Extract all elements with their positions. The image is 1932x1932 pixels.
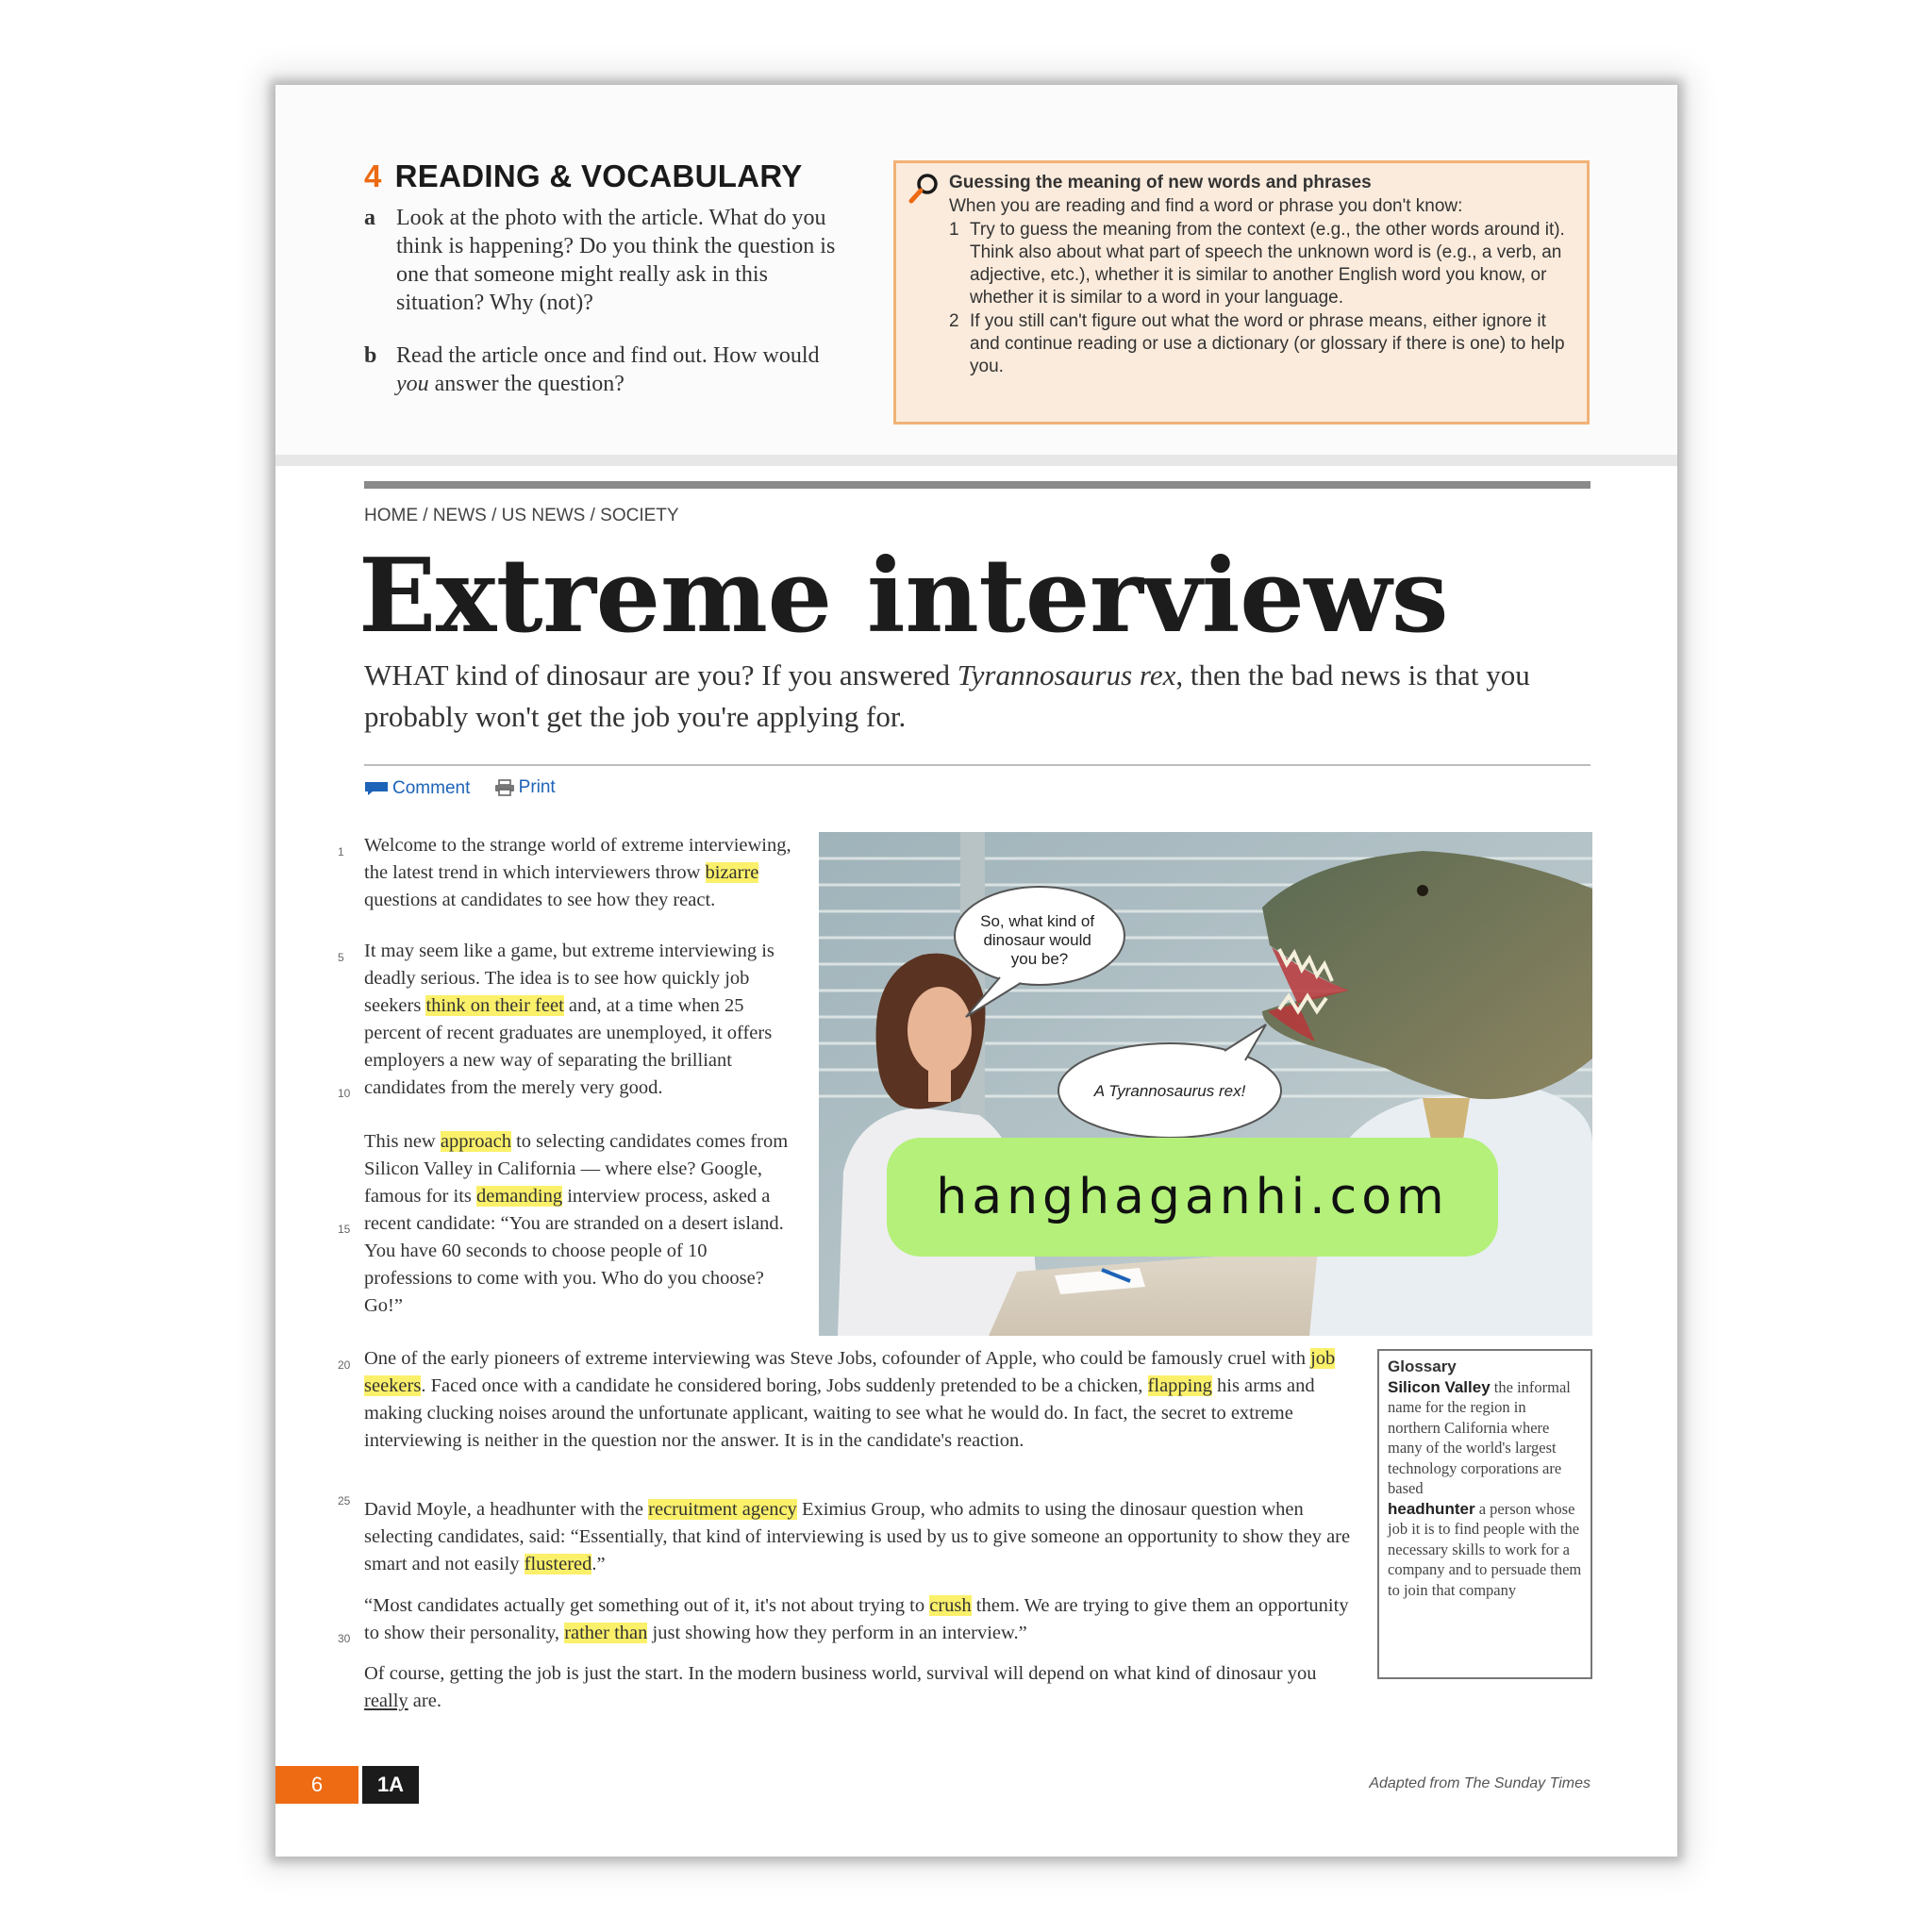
- article-divider: [364, 764, 1591, 766]
- tip-item-text: If you still can't figure out what the word or phrase means, either ignore it and continue reading or use a dictionary (or glossary if there is one) to help you.: [970, 311, 1565, 376]
- line-number: 15: [338, 1223, 351, 1236]
- comment-link[interactable]: [364, 778, 470, 799]
- line-number: 30: [338, 1632, 351, 1645]
- article-paragraph: This new approach to selecting candidates comes from Silicon Valley in California — where else? Google, famous for its demanding interview process, asked a recent candidate: “You are stranded on a desert island. You have 60 seconds to choose people of 10 professions to come with you. Who do you choose? Go!”: [364, 1131, 789, 1316]
- section-heading: READING & VOCABULARY: [394, 158, 803, 193]
- textbook-page: [275, 85, 1677, 1857]
- tip-item: [949, 310, 1577, 378]
- line-number: 20: [338, 1358, 351, 1372]
- line-number: 5: [338, 951, 344, 964]
- vocabulary-highlight[interactable]: bizarre: [705, 862, 759, 883]
- article-paragraph: One of the early pioneers of extreme interviewing was Steve Jobs, cofounder of Apple, who could be famously cruel with job seekers. Faced once with a candidate he considered boring, Jobs suddenly pretended to be a chicken, flapping his arms and making clucking noises around the unfortunate applicant, waiting to see what he would do. In fact, the secret to extreme interviewing is neither in the question nor the answer. It is in the candidate's reaction.: [364, 1348, 1336, 1451]
- standfirst-part: WHAT kind of dinosaur are you? If you answered: [364, 658, 958, 691]
- article-photo: [819, 832, 1592, 1336]
- question-text-part: Read the article once and find out. How would: [396, 343, 820, 368]
- print-icon: [494, 779, 515, 796]
- source-credit: Adapted from The Sunday Times: [1369, 1775, 1591, 1791]
- bubble-2-text: A Tyrannosaurus rex!: [1093, 1082, 1246, 1100]
- question-letter: a: [364, 206, 375, 230]
- glossary-definition: the informal name for the region in northern California where many of the world's largest technology corporations are based: [1388, 1377, 1571, 1497]
- tip-item-number: 2: [949, 311, 959, 331]
- glossary-entry: [1388, 1499, 1582, 1601]
- unit-label: 1A: [362, 1766, 419, 1804]
- section-title: [364, 158, 892, 194]
- glossary-definition: a person whose job it is to find people with the necessary skills to work for a company and to persuade them to join that company: [1388, 1499, 1582, 1599]
- standfirst-emphasis: Tyrannosaurus rex: [957, 658, 1176, 691]
- vocabulary-highlight[interactable]: think on their feet: [425, 995, 564, 1016]
- tip-item-text: Try to guess the meaning from the context (e.g., the other words around it). Think also about what part of speech the unknown word is (e.g., a verb, an adjective, etc.), whether it is similar to another English word you know, or whether it is similar to a word in your language.: [970, 220, 1565, 308]
- article-paragraph: David Moyle, a headhunter with the recruitment agency Eximius Group, who admits to using the dinosaur question when selecting candidates, said: “Essentially, that kind of interviewing is used by us to give someone an opportunity to show they are smart and not easily flustered.”: [364, 1499, 1351, 1574]
- tip-intro: When you are reading and find a word or phrase you don't know:: [949, 196, 1463, 216]
- underlined-word: really: [364, 1690, 408, 1711]
- line-number: 10: [338, 1087, 351, 1100]
- vocabulary-highlight[interactable]: approach: [440, 1131, 511, 1152]
- line-number: 25: [338, 1494, 351, 1507]
- glossary-entry: [1388, 1377, 1582, 1499]
- question-text-part: answer the question?: [428, 372, 625, 396]
- question-b: [364, 341, 855, 398]
- print-label: Print: [518, 777, 556, 797]
- interview-illustration: [819, 832, 1592, 1336]
- vocabulary-highlight[interactable]: recruitment agency: [648, 1499, 797, 1520]
- article-tools: [364, 777, 575, 802]
- article-top-rule: [364, 481, 1591, 489]
- article-paragraph: Of course, getting the job is just the start. In the modern business world, survival will depend on what kind of dinosaur you really are.: [364, 1663, 1317, 1711]
- vocabulary-highlight[interactable]: crush: [929, 1595, 972, 1616]
- standfirst-part: , then the bad news is that you probably won't get the job you're applying for.: [364, 658, 1530, 733]
- article-standfirst: [364, 655, 1591, 738]
- breadcrumb[interactable]: HOME / NEWS / US NEWS / SOCIETY: [364, 506, 679, 525]
- article-paragraph: It may seem like a game, but extreme interviewing is deadly serious. The idea is to see how quickly job seekers think on their feet and, at a time when 25 percent of recent graduates are unemployed, it offers employers a new way of separating the brilliant candidates from the merely very good.: [364, 941, 774, 1098]
- page-number: 6: [275, 1766, 358, 1804]
- question-text: Look at the photo with the article. What do you think is happening? Do you think the question is one that someone might really ask in this situation? Why (not)?: [396, 206, 836, 315]
- glossary-title: Glossary: [1388, 1357, 1457, 1375]
- magnifier-icon: [908, 171, 941, 205]
- print-link[interactable]: [494, 777, 556, 798]
- vocabulary-highlight[interactable]: demanding: [476, 1186, 563, 1207]
- section-number: 4: [364, 158, 382, 193]
- tip-item: [949, 219, 1577, 309]
- tip-item-number: 1: [949, 220, 959, 240]
- bubble-1-line: So, what kind of dinosaur would you be?: [980, 912, 1095, 968]
- vocabulary-highlight[interactable]: job seekers: [364, 1348, 1336, 1396]
- glossary-term: headhunter: [1388, 1499, 1475, 1518]
- article-paragraph: Welcome to the strange world of extreme interviewing, the latest trend in which interviewers throw bizarre questions at candidates to see how they react.: [364, 835, 791, 910]
- reading-tip-box: [893, 160, 1590, 425]
- comment-label: Comment: [392, 778, 471, 798]
- vocabulary-highlight[interactable]: flustered: [524, 1554, 592, 1574]
- glossary-term: Silicon Valley: [1388, 1377, 1491, 1396]
- line-number: 1: [338, 845, 344, 858]
- vocabulary-highlight[interactable]: rather than: [564, 1623, 648, 1643]
- article-headline: Extreme interviews: [358, 537, 1449, 656]
- question-a: [364, 204, 855, 317]
- tip-title: Guessing the meaning of new words and phrases: [949, 173, 1372, 192]
- article-paragraph: “Most candidates actually get something out of it, it's not about trying to crush them. We are trying to give them an opportunity to show their personality, rather than just showing how they perform in an interview.”: [364, 1595, 1349, 1643]
- question-emphasis: you: [396, 372, 429, 396]
- vocabulary-highlight[interactable]: flapping: [1147, 1375, 1212, 1396]
- glossary-box: [1377, 1349, 1592, 1679]
- question-text: [396, 341, 855, 398]
- watermark-badge: hanghaganhi.com: [887, 1138, 1498, 1257]
- comment-icon: [364, 781, 389, 796]
- question-letter: b: [364, 343, 377, 368]
